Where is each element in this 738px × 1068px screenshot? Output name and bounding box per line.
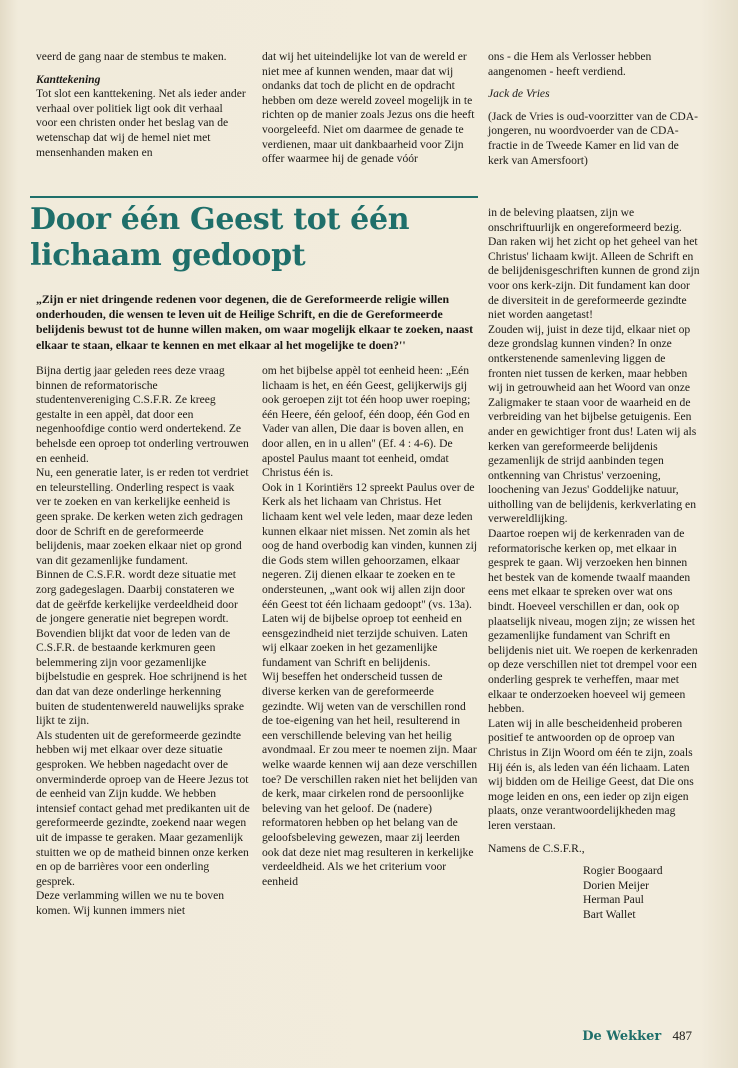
article-paragraph: Zouden wij, juist in deze tijd, elkaar niet op deze grondslag kunnen vinden? In onze ontkerstenende samenleving liggen de fronten niet tussen de kerken, maar hebben wij in getrouwheid aan het Woord van onze Zaligmaker te staan voor de waarheid en de verbreiding van het bijbelse getuigenis. Een ander en gewichtiger front dus! Laten wij als kerken van gereformeerde belijdenis gezamenlijk de strijd aanbinden tegen ontkenning van Christus' verzoening, loochening van Jezus' Goddelijke natuur, uitholling van de belijdenis, kerkverlating en verwereldlijking.	[488, 322, 697, 526]
article-paragraph: om het bijbelse appèl tot eenheid heen: „Eén lichaam is het, en één Geest, gelijkerwijs gij ook geroepen zijt tot één hoop uwer roeping; één Heere, één geloof, één doop, één God en Vader van allen, Die daar is boven allen, en door allen, en in u allen'' (Ef. 4 : 4-6). De apostel Paulus maant tot eenheid, omdat Christus één is.	[262, 364, 471, 480]
prev-article-col-1	[36, 50, 246, 160]
article-paragraph: Nu, een generatie later, is er reden tot verdriet en teleurstelling. Onderling respect is vaak ver te zoeken en van kerkelijke eenheid is geen sprake. De kerken weten zich gedragen door de Schrift en de gereformeerde belijdenis, maar zoeken elkaar niet op grond van dit gezamenlijke fundament.	[36, 466, 249, 567]
article-col-2	[262, 364, 478, 889]
signoff: Namens de C.S.F.R.,	[488, 841, 585, 855]
article-paragraph: Deze verlamming willen we nu te boven komen. Wij kunnen immers niet	[36, 889, 225, 917]
headline-rule	[30, 196, 478, 198]
article-col-3	[488, 206, 700, 923]
prev-article-col-3	[488, 50, 700, 168]
signers-list	[583, 864, 700, 922]
article-paragraph: Laten wij de bijbelse oproep tot eenheid en eensgezindheid niet terzijde schuiven. Laten wij elkaar zoeken in het gezamenlijke fundament van Schrift en belijdenis.	[262, 612, 468, 669]
page-number: 487	[672, 1028, 692, 1043]
prev-article-text: dat wij het uiteindelijke lot van de wereld er niet mee af kunnen wenden, maar dat wij ondanks dat toch de plicht en de opdracht hebben om deze wereld zoveel mogelijk in te richten op de manier zoals Jezus ons die heeft voorgeleefd. Niet om daarmee de genade te verdienen, maar uit dankbaarheid voor Zijn offer waarmee hij de genade vóór	[262, 50, 475, 166]
magazine-name: De Wekker	[582, 1029, 662, 1044]
prev-article-text: Tot slot een kanttekening. Net als ieder ander verhaal over politiek ligt ook dit verhaal voor een christen onder het beslag van de wetenschap dat wij de hemel niet met mensenhanden maken en	[36, 87, 246, 159]
article-paragraph: Wij beseffen het onderscheid tussen de diverse kerken van de gereformeerde gezindte. Wij weten van de verschillen rond de toe-eigening van het heil, resulterend in een verschillende beleving van het heilig avondmaal. Er zou meer te noemen zijn. Maar welke waarde kennen wij aan deze verschillen toe? De verschillen raken niet het belijden van de kerk, maar cirkelen rond de persoonlijke beleving van het geloof. De (nadere) reformatoren hebben op het belang van de geloofsbeleving gewezen, maar zij leerden ook dat deze niet mag resulteren in kerkelijke verdeeldheid. Als we het criterium voor eenheid	[262, 670, 478, 888]
prev-article-text: veerd de gang naar de stembus te maken.	[36, 50, 227, 63]
article-title: Door één Geest tot één lichaam gedoopt	[30, 202, 410, 273]
article-paragraph: Als studenten uit de gereformeerde gezindte hebben wij met elkaar over deze situatie gesproken. We hebben nagedacht over de onverminderde oproep van de Heere Jezus tot de eenheid van Zijn kudde. We hebben intensief contact gehad met predikanten uit de gereformeerde gezindte, zoekend naar wegen uit de impasse te geraken. Maar gezamenlijk stuitten we op de matheid binnen onze kerken en op de barrières voor een onderling gesprek.	[36, 728, 250, 888]
signer-name: Dorien Meijer	[583, 878, 649, 892]
article-paragraph: Bijna dertig jaar geleden rees deze vraag binnen de reformatorische studentenvereniging C.S.F.R. Ze kreeg gestalte in een appèl, dat door een negenhoofdige contio werd ondertekend. Ze behelsde een oproep tot onderling vertrouwen en eenheid.	[36, 364, 249, 465]
page-footer	[582, 1028, 692, 1044]
article-paragraph: Binnen de C.S.F.R. wordt deze situatie met zorg gadegeslagen. Daarbij constateren we dat de geërfde kerkelijke verdeeldheid door de jongere generatie niet begrepen wordt. Bovendien blijkt dat voor de leden van de C.S.F.R. de bestaande kerkmuren geen belemmering zijn voor gezamenlijke bijbelstudie en gesprek. Hoe schrijnend is het dan dat van deze onderlinge herkenning buiten de studentenwereld nauwelijks sprake lijkt te zijn.	[36, 568, 247, 728]
article-paragraph: Laten wij in alle bescheidenheid proberen positief te antwoorden op de oproep van Christus in Zijn Woord om één te zijn, zoals Hij één is, als leden van één lichaam. Laten wij bidden om de Heilige Geest, dat Die ons moge leiden en ons, een ieder op zijn eigen plaats, onze verantwoordelijkheden mag leren verstaan.	[488, 716, 694, 832]
article-paragraph: Daartoe roepen wij de kerkenraden van de reformatorische kerken op, met elkaar in gesprek te gaan. Wij verzoeken hen binnen het bestek van de komende twaalf maanden eens met elkaar te spreken over wat ons bindt. Hoeveel verschillen er dan, ook op plaatselijk niveau, mogen zijn; ze wissen het gezamenlijke fundament van Schrift en belijdenis niet uit. We roepen de kerkenraden op deze verschillen niet tot drempel voor een onderling gesprek te verheffen, maar met elkaar te onderzoeken hoeveel wij gemeen hebben.	[488, 527, 698, 716]
prev-article-col-2	[262, 50, 477, 167]
article-paragraph: in de beleving plaatsen, zijn we onschriftuurlijk en ongereformeerd bezig. Dan raken wij het zicht op het geheel van het Christus' lichaam kwijt. Alleen de Schrift en de belijdenisgeschriften kunnen de grond zijn voor ons kerk-zijn. Dit fundament kan door de diversiteit in de gereformeerde gezindte niet worden aangetast!	[488, 206, 700, 322]
article-lead: „Zijn er niet dringende redenen voor degenen, die de Gereformeerde religie willen onderhouden, die wensen te leven uit de Heilige Schrift, en die de Gereformeerde belijdenis bewust tot de hunne willen maken, om waar mogelijk elkaar te zoeken, naast elkaar te staan, elkaar te kennen en met elkaar al het mogelijke te doen?''	[36, 292, 474, 352]
prev-article-author: Jack de Vries	[488, 87, 550, 101]
section-subheading: Kanttekening	[36, 72, 101, 86]
prev-article-text: ons - die Hem als Verlosser hebben aangenomen - heeft verdiend.	[488, 50, 652, 78]
signer-name: Bart Wallet	[583, 907, 636, 921]
author-bio: (Jack de Vries is oud-voorzitter van de CDA-jongeren, nu woordvoerder van de CDA-fractie in de Tweede Kamer en lid van de kerk van Amersfoort)	[488, 109, 698, 167]
article-col-1	[36, 364, 251, 919]
signer-name: Herman Paul	[583, 893, 644, 907]
signer-name: Rogier Boogaard	[583, 864, 663, 878]
article-paragraph: Ook in 1 Korintiërs 12 spreekt Paulus over de Kerk als het lichaam van Christus. Het lichaam kent wel vele leden, maar deze leden kunnen elkaar niet missen. Net zomin als het oog de hand overbodig kan vinden, kunnen zij die Gods stem willen gehoorzamen, elkaar negeren. Zij dienen elkaar te zoeken en te ondersteunen, „want ook wij allen zijn door één Geest tot één lichaam gedoopt'' (vs. 13a).	[262, 480, 478, 611]
